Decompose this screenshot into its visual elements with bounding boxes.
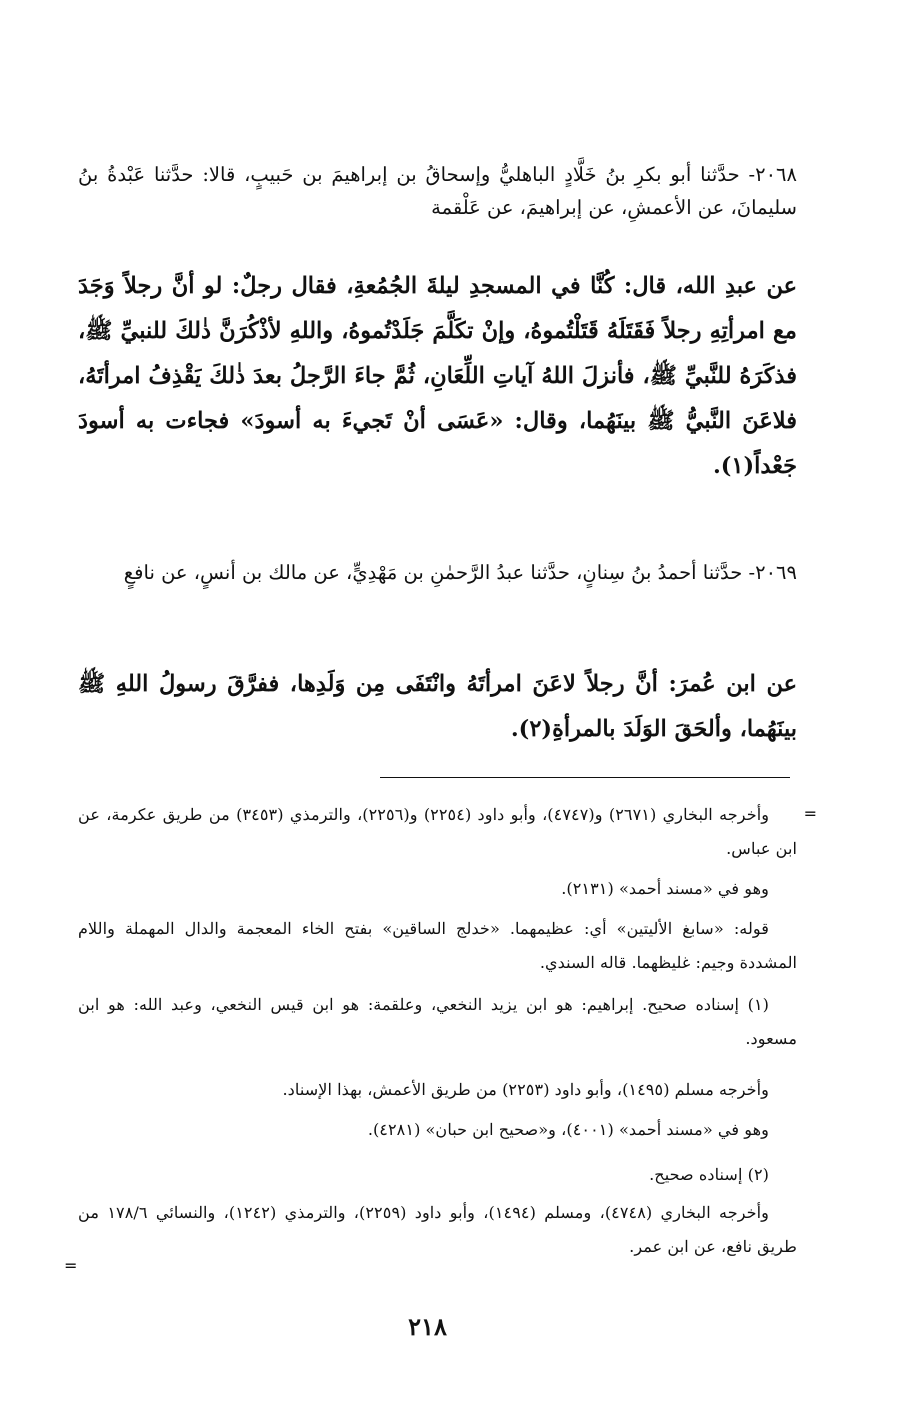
hadith-2069-isnad: ٢٠٦٩- حدَّثنا أحمدُ بنُ سِنانٍ، حدَّثنا عبدُ الرَّحمٰنِ بن مَهْدِيٍّ، عن مالك بن أنسٍ، عن نافعٍ	[123, 561, 797, 584]
hadith-2068-matn: عن عبدِ الله، قال: كُنَّا في المسجدِ ليلةَ الجُمُعةِ، فقال رجلٌ: لو أنَّ رجلاً وَجَدَ مع امرأتِهِ رجلاً فَقَتَلَهُ قَتَلْتُموهُ، وإنْ تكَلَّمَ جَلَدْتُموهُ، واللهِ لأذْكُرَنَّ ذٰلكَ للنبيِّ ﷺ، فذكَرَهُ للنَّبيِّ ﷺ، فأنزلَ اللهُ آياتِ اللِّعَانِ، ثُمَّ جاءَ الرَّجلُ بعدَ ذٰلكَ يَقْذِفُ امرأتَهُ، فلاعَنَ النَّبيُّ ﷺ بينَهُما، وقال: «عَسَى أنْ تَجيءَ به أسودَ» فجاءت به أسودَ جَعْداً(١).	[78, 273, 797, 479]
footnote-line: وأخرجه البخاري (٢٦٧١) و(٤٧٤٧)، وأبو داود (٢٢٥٤) و(٢٢٥٦)، والترمذي (٣٤٥٣) من طريق عكرمة، عن ابن عباس.	[78, 805, 797, 858]
footnote-line: وأخرجه مسلم (١٤٩٥)، وأبو داود (٢٢٥٣) من طريق الأعمش، بهذا الإسناد.	[282, 1080, 769, 1099]
page-number-wrap	[0, 1312, 915, 1341]
footnote-line: وهو في «مسند أحمد» (٢١٣١).	[561, 879, 769, 898]
footnote-2: (٢) إسناده صحيح.	[649, 1165, 769, 1184]
hadith-2069-matn: عن ابن عُمرَ: أنَّ رجلاً لاعَنَ امرأتَهُ وانْتَفَى مِن وَلَدِها، ففرَّقَ رسولُ اللهِ ﷺ بينَهُما، وألحَقَ الوَلَدَ بالمرأةِ(٢).	[78, 671, 797, 742]
footnote-end-mark: =	[64, 1256, 78, 1275]
page-number: ٢١٨	[408, 1312, 447, 1341]
footnote-1: (١) إسناده صحيح. إبراهيم: هو ابن يزيد النخعي، وعلقمة: هو ابن قيس النخعي، وعبد الله: هو ابن مسعود.	[78, 995, 797, 1048]
hadith-2068-isnad: ٢٠٦٨- حدَّثنا أبو بكرِ بنُ خَلَّادٍ الباهليُّ وإسحاقُ بن إبراهيمَ بن حَبيبٍ، قالا: حدَّثنا عَبْدةُ بنُ سليمانَ، عن الأعمشِ، عن إبراهيمَ، عن عَلْقمة	[78, 163, 797, 219]
footnote-line: وهو في «مسند أحمد» (٤٠٠١)، و«صحيح ابن حبان» (٤٢٨١).	[367, 1120, 769, 1139]
footnote-line: قوله: «سابغ الأليتين» أي: عظيمهما. «خدلج الساقين» بفتح الخاء المعجمة والدال المهملة واللام المشددة وجيم: غليظهما. قاله السندي.	[78, 919, 797, 972]
footnote-continuation-mark: =	[803, 804, 817, 823]
footnote-separator	[380, 777, 790, 778]
footnote-line: وأخرجه البخاري (٤٧٤٨)، ومسلم (١٤٩٤)، وأبو داود (٢٢٥٩)، والترمذي (١٢٤٢)، والنسائي ١٧٨/٦ من طريق نافع، عن ابن عمر.	[78, 1203, 797, 1256]
